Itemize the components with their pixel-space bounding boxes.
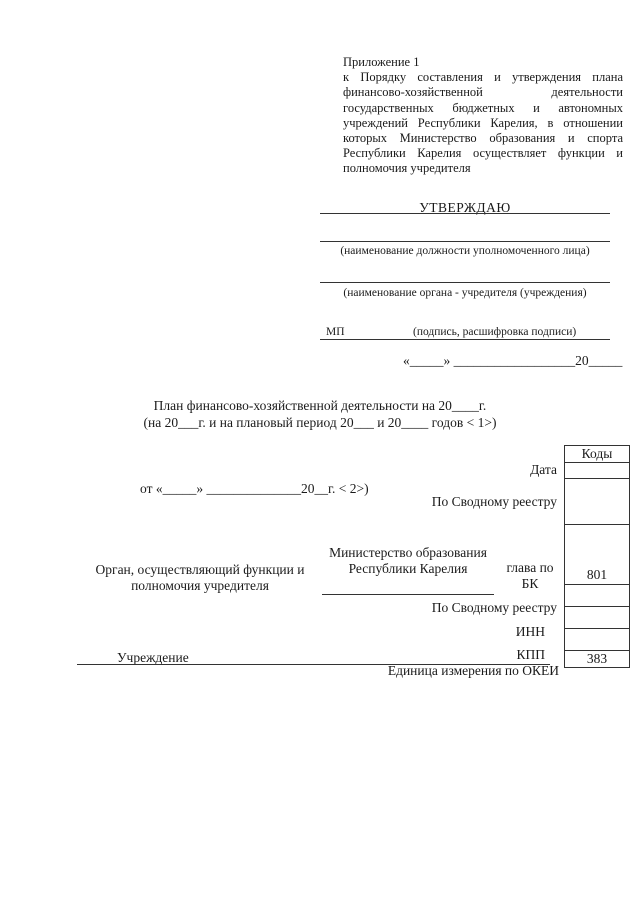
registry-label-1: По Сводному реестру: [431, 494, 557, 509]
appendix-block: [343, 55, 623, 177]
chapter-code: 801: [586, 567, 608, 582]
registry-code-cell-2[interactable]: [565, 585, 630, 607]
chapter-code-cell: [565, 525, 630, 585]
appendix-line: государственных бюджетных и автономных: [343, 100, 623, 115]
plan-subtitle: (на 20___г. и на плановый период 20___ и 20____ годов < 1>): [143, 415, 497, 430]
registry-label-2: По Сводному реестру: [431, 600, 557, 615]
kpp-label: КПП: [516, 647, 545, 662]
inn-label: ИНН: [515, 624, 545, 639]
chapter-label: глава по БК: [506, 560, 554, 591]
founder-value: Министерство образования Республики Карелия: [329, 545, 487, 576]
stamp-label: МП: [326, 326, 345, 338]
appendix-line: учреждений Республики Карелия, в отношении: [343, 115, 623, 130]
codes-header: Коды: [565, 446, 630, 463]
from-date-line: от «_____» ______________20__г. < 2>): [140, 481, 369, 496]
org-line: [320, 282, 610, 283]
approval-date: «_____» __________________20_____: [403, 353, 623, 368]
founder-value-underline: [322, 594, 494, 595]
approve-label: УТВЕРЖДАЮ: [419, 200, 511, 215]
founder-label: Орган, осуществляющий функции и полномочия учредителя: [95, 562, 305, 593]
appendix-line: Республики Карелия осуществляет функции и: [343, 146, 623, 161]
signature-line: [320, 339, 610, 340]
position-line: [320, 241, 610, 242]
appendix-line: к Порядку составления и утверждения плана: [343, 70, 623, 85]
signature-hint: (подпись, расшифровка подписи): [413, 326, 577, 338]
codes-table: [564, 445, 630, 668]
org-hint: (наименование органа - учредителя (учреждения): [343, 287, 587, 299]
unit-code-cell: [565, 651, 630, 668]
registry-code-cell-1[interactable]: [565, 479, 630, 525]
approve-line: [320, 213, 610, 214]
appendix-line: полномочия учредителя: [343, 161, 471, 176]
plan-title: План финансово-хозяйственной деятельности на 20____г.: [153, 398, 487, 413]
kpp-code-cell[interactable]: [565, 629, 630, 651]
inn-code-cell[interactable]: [565, 607, 630, 629]
institution-label: Учреждение: [117, 650, 189, 665]
position-hint: (наименование должности уполномоченного лица): [340, 245, 590, 257]
appendix-line: финансово-хозяйственной деятельности: [343, 85, 623, 100]
unit-code: 383: [586, 651, 608, 666]
unit-label: Единица измерения по ОКЕИ: [387, 663, 559, 678]
appendix-line: которых Министерство образования и спорта: [343, 131, 623, 146]
date-code-cell[interactable]: [565, 463, 630, 479]
appendix-title: Приложение 1: [343, 55, 420, 69]
date-label: Дата: [530, 462, 557, 477]
